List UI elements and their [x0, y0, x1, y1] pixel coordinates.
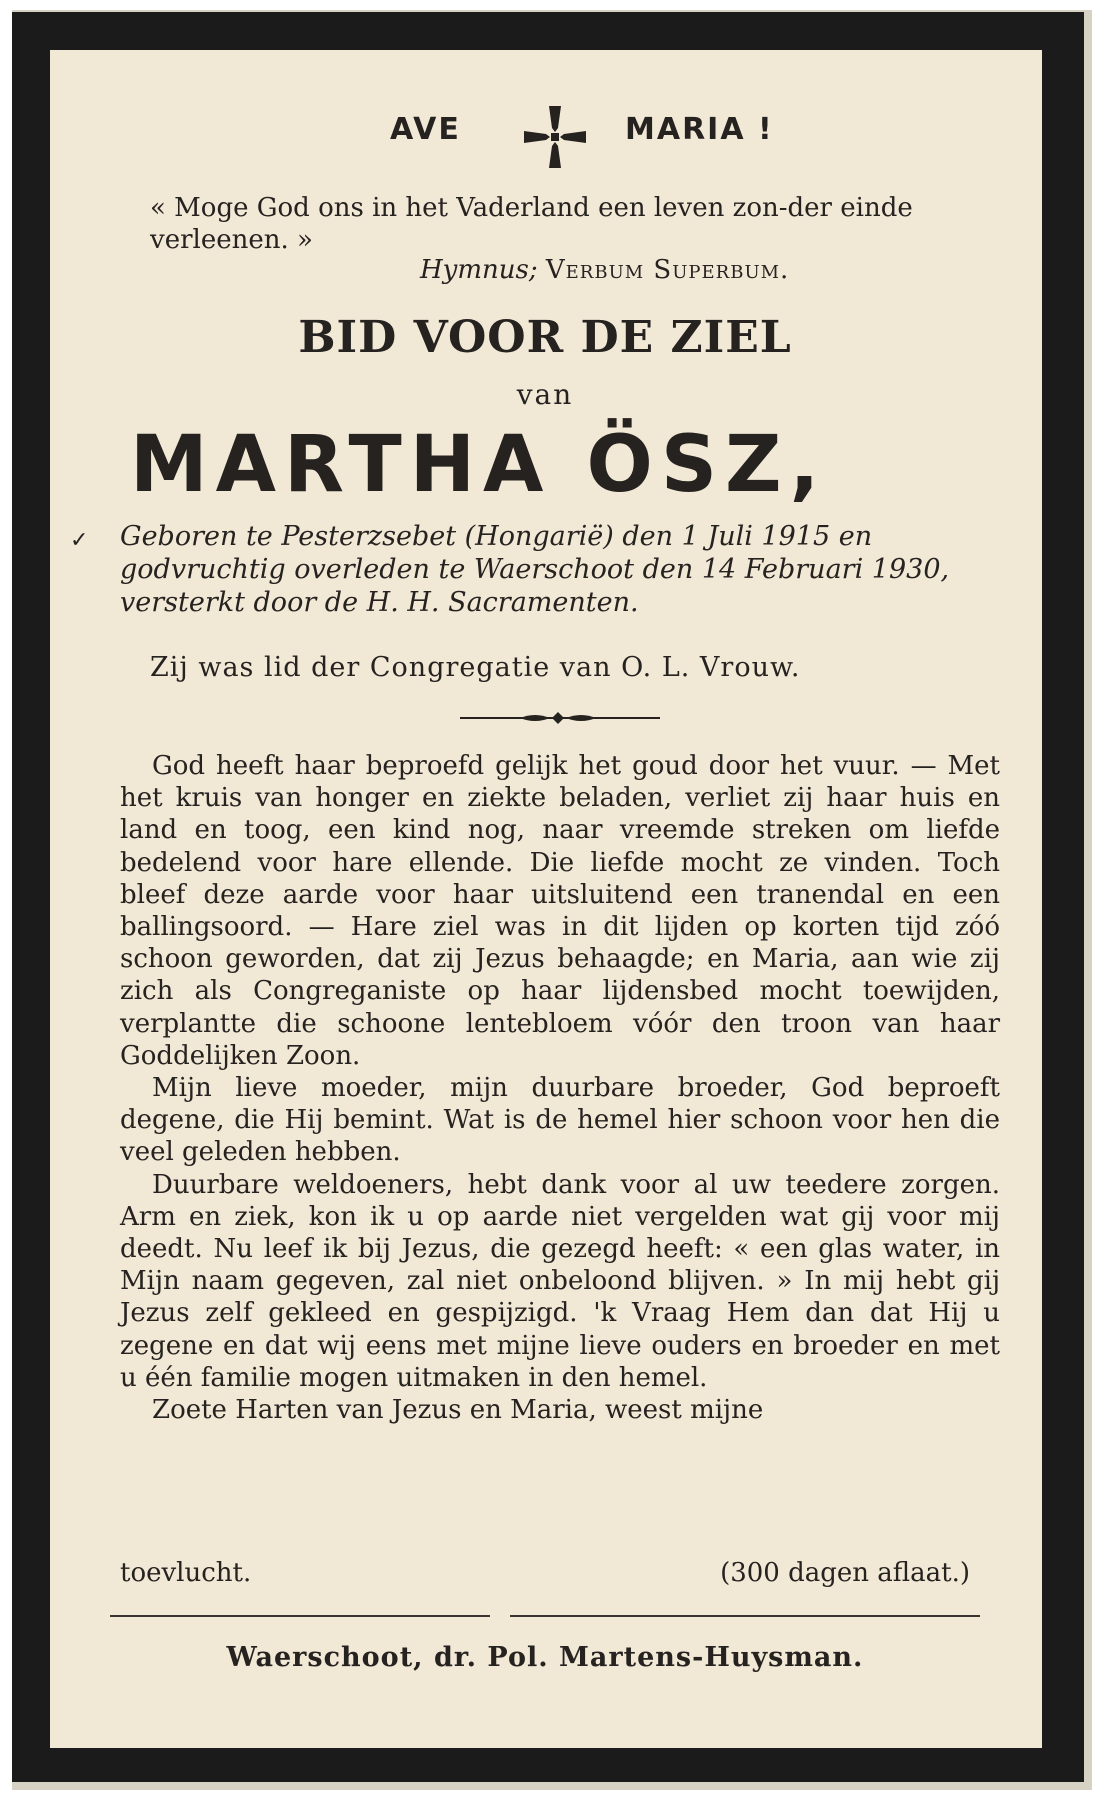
opening-quote: « Moge God ons in het Vaderland een leven zon-der einde verleenen. » — [150, 193, 913, 255]
prayer-heading: BID VOOR DE ZIEL — [298, 312, 792, 363]
birth-death-details: Geboren te Pesterzsebet (Hongarië) den 1 Juli 1915 en godvruchtig overleden te Waerschoot den 14 Februari 1930, versterkt door de H. H. Sacramenten. — [120, 521, 950, 618]
quote-attribution — [420, 255, 789, 285]
footer-rule-left — [110, 1615, 490, 1617]
memorial-paragraph: Duurbare weldoeners, hebt dank voor al uw teedere zorgen. Arm en ziek, kon ik u op aarde niet vergelden wat gij voor mij deedt. Nu leef ik bij Jezus, die gezegd heeft: « een glas water, in Mijn naam gegeven, zal niet onbeloond blijven. » In mij hebt gij Jezus zelf gekleed en gespijzigd. 'k Vraag Hem dan dat Hij u zegene en dat wij eens met mijne lieve ouders en broeder en met u één familie mogen uitmaken in den hemel. — [120, 1169, 1000, 1393]
closing-line — [120, 1558, 1000, 1588]
printer-credit: Waerschoot, dr. Pol. Martens-Huysman. — [226, 1642, 864, 1673]
van-label: van — [516, 378, 574, 411]
quote-source: Verbum Superbum. — [545, 255, 790, 285]
memorial-text — [120, 750, 1000, 1426]
footer-rule-right — [510, 1615, 980, 1617]
congregation-note: Zij was lid der Congregatie van O. L. Vrouw. — [150, 652, 801, 683]
memorial-paragraph: Zoete Harten van Jezus en Maria, weest mijne — [152, 1395, 764, 1426]
deceased-name: MARTHA ÖSZ, — [130, 420, 828, 510]
quote-hymn: Hymnus; — [420, 255, 538, 285]
card-content — [70, 70, 1020, 1730]
tick-mark-icon: ✓ — [70, 528, 89, 553]
ornament-divider-icon — [460, 710, 660, 726]
header-maria: MARIA ! — [625, 112, 774, 147]
memorial-paragraph: Mijn lieve moeder, mijn duurbare broeder, God beproeft degene, die Hij bemint. Wat is de hemel hier schoon voor hen die veel geleden hebben. — [120, 1073, 1000, 1168]
memorial-paragraph: God heeft haar beproefd gelijk het goud door het vuur. — Met het kruis van honger en ziekte beladen, verliet zij haar huis en land en toog, een kind nog, naar vreemde streken om liefde bedelend voor hare ellende. Die liefde mocht ze vinden. Toch bleef deze aarde voor haar uitsluitend een tranendal en een ballingsoord. — Hare ziel was in dit lijden op korten tijd zóó schoon geworden, dat zij Jezus behaagde; en Maria, aan wie zij zich als Congreganiste op haar lijdensbed mocht toewijden, verplantte die schoone lentebloem vóór den troon van haar Goddelijken Zoon. — [120, 751, 1000, 1071]
cross-pattee-icon — [520, 102, 590, 172]
closing-word: toevlucht. — [120, 1558, 252, 1588]
header-ave: AVE — [390, 112, 461, 147]
indulgence-note: (300 dagen aflaat.) — [720, 1558, 970, 1588]
